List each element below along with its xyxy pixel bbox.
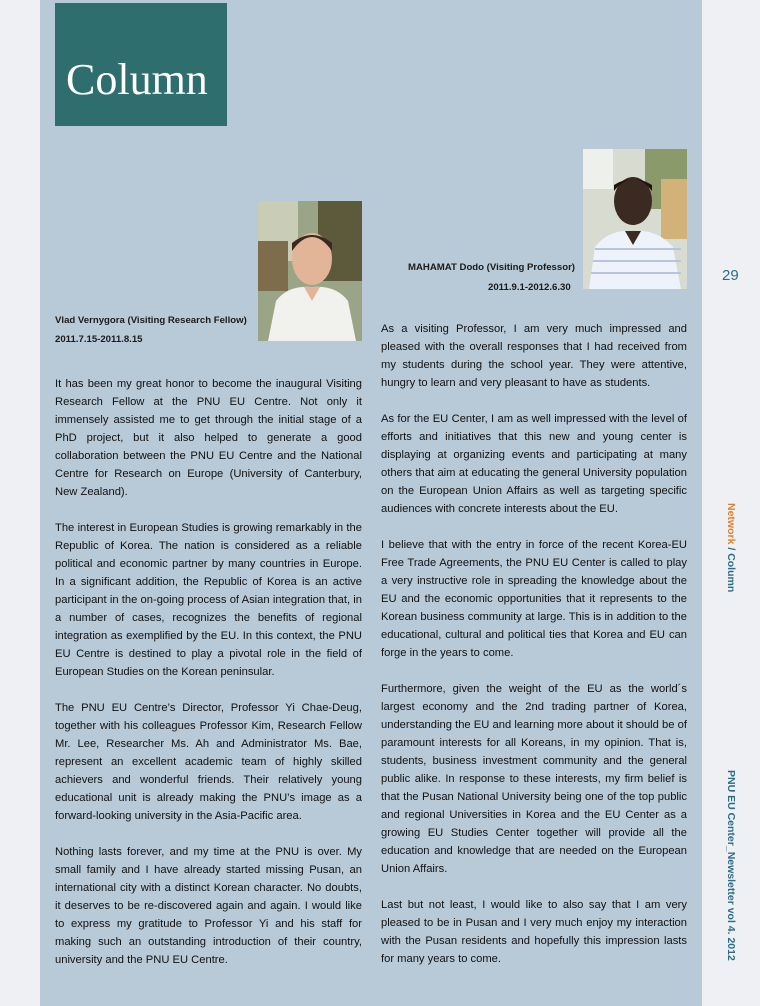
paragraph: Nothing lasts forever, and my time at the PNU is over. My small family and I have already started missing Pusan, an international city with a distinct Korean character. No doubts, it deserves to be re-discovered again and again. I would like to express my gratitude to Professor Yi and his staff for making such an outstanding introduction of their country, university and the PNU EU Centre.: [55, 846, 362, 966]
paragraph: Furthermore, given the weight of the EU as the world´s largest economy and the 2nd trading partner of Korea, understanding the EU and learning more about it should be of paramount interests for all Koreans, in my opinion. That is, students, business investment community and the general public alike. In response to these interests, my firm belief is that the Pusan National University being one of the top public and regional Universities in Korea and the EU Center as a growing EU Studies Center together will provide all the education and knowledge that are needed on the European Union Affairs.: [381, 683, 687, 875]
author2-name: MAHAMAT Dodo (Visiting Professor): [408, 262, 576, 273]
publication-label: PNU EU Center_Newsletter vol 4. 2012: [725, 770, 737, 961]
author2-photo: [583, 149, 687, 289]
page-number: 29: [722, 267, 739, 284]
section-highlight: Network: [725, 503, 737, 545]
paragraph: I believe that with the entry in force of the recent Korea-EU Free Trade Agreements, the PNU EU Center is called to play a very instructive role in spreading the knowledge about the EU and the economic opportunities that it represents to the Korean business community at large. This is in addition to the educational, cultural and political ties that Korea and EU can forge in the years to come.: [381, 539, 687, 659]
section-rest: / Column: [725, 544, 737, 593]
paragraph: The PNU EU Centre’s Director, Professor Yi Chae-Deug, together with his colleagues Professor Kim, Research Fellow Mr. Lee, Researcher Ms. Ah and Administrator Ms. Bae, represent an excellent academic team of highly skilled achievers and wonderful friends. Their relatively young educational unit is already making the PNU’s image as a forward-looking university in the Asia-Pacific area.: [55, 702, 362, 822]
author2-dates: 2011.9.1-2012.6.30: [488, 282, 571, 293]
column-left: [55, 375, 362, 969]
column-right: [381, 320, 687, 968]
author1-photo: [258, 201, 362, 341]
paragraph: It has been my great honor to become the inaugural Visiting Research Fellow at the PNU EU Centre. Not only it immensely assisted me to get through the initial stage of a PhD project, but it also helped to generate a good collaboration between the PNU EU Centre and the National Centre for Research on Europe (University of Canterbury, New Zealand).: [55, 378, 362, 498]
paragraph: As for the EU Center, I am as well impressed with the level of efforts and initiatives that this new and young center is displaying at organizing events and participating at many others that aim at educating the general University population on the European Union Affairs as well as targeting specific audiences with concrete interests about the EU.: [381, 413, 687, 515]
author1-dates: 2011.7.15-2011.8.15: [55, 334, 143, 345]
paragraph: The interest in European Studies is growing remarkably in the Republic of Korea. The nation is considered as a reliable political and economic partner by many countries in Europe. In a significant addition, the Republic of Korea is an active participant in the on-going process of Asian integration that, in a number of cases, recognizes the benefits of regional integration as exemplified by the EU. In this context, the PNU EU Centre is destined to play a pivotal role in the field of European Studies on the Korean peninsular.: [55, 522, 362, 678]
paragraph: As a visiting Professor, I am very much impressed and pleased with the overall responses that I had received from my students during the school year. They were attentive, hungry to learn and very pleasant to have as students.: [381, 323, 687, 389]
author1-name: Vlad Vernygora (Visiting Research Fellow): [55, 315, 247, 326]
page-title: Column: [66, 55, 208, 104]
paragraph: Last but not least, I would like to also say that I am very pleased to be in Pusan and I very much enjoy my interaction with the Pusan residents and hopefully this impression lasts for many years to come.: [381, 899, 687, 965]
section-label: [725, 503, 737, 592]
